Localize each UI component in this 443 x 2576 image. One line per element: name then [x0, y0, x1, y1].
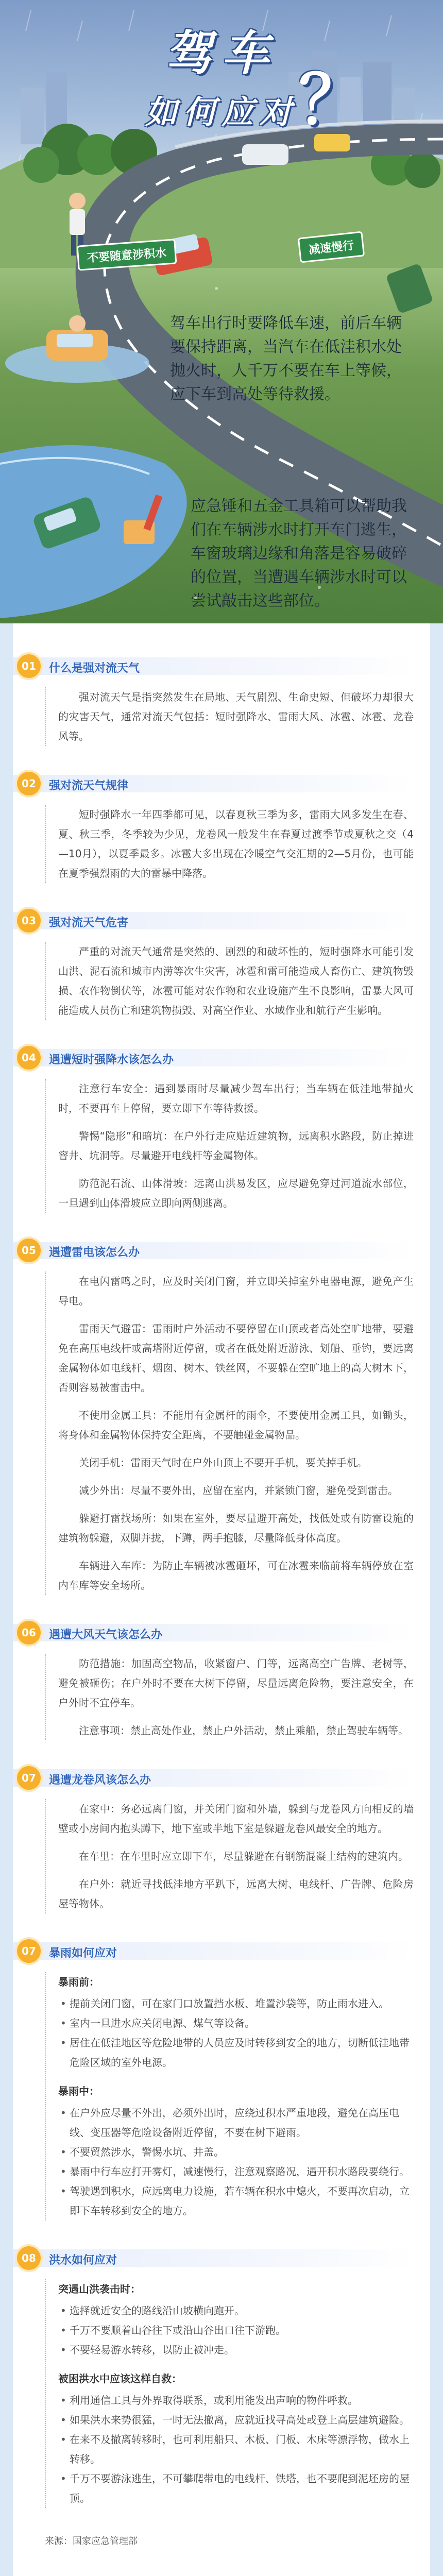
section-body: [45, 1799, 414, 1913]
section-paragraph: 在户外：就近寻找低洼地方平趴下，远离大树、电线杆、广告牌、危险房屋等物体。: [58, 1878, 414, 1910]
section: [13, 909, 430, 1020]
section-header: [13, 1621, 415, 1645]
section-header: [13, 1766, 415, 1790]
section-paragraph: 车辆进入车库：为防止车辆被冰雹砸坏，可在冰雹来临前将车辆停放在室内车库等安全场所。: [58, 1560, 414, 1591]
section-paragraph: 减少外出：尽量不要外出，应留在室内，并紧锁门窗，避免受到雷击。: [79, 1484, 398, 1497]
section-paragraph: 不使用金属工具：不能用有金属杆的雨伞，不要使用金属工具，如锄头，将身体和金属物体保持安全距离，不要触碰金属物品。: [58, 1409, 414, 1441]
hero-title: [0, 15, 443, 139]
section-paragraph: 注意事项：禁止高处作业，禁止户外活动，禁止乘船，禁止驾驶车辆等。: [79, 1724, 408, 1737]
list-item: • 居住在低洼地区等危险地带的人员应及时转移到安全的地方，切断低洼地带危险区域的室外电源。: [58, 2033, 414, 2072]
list-item: • 在来不及撤离转移时，也可利用船只、木板、门板、木床等漂浮物，做水上转移。: [58, 2430, 414, 2469]
section-paragraph: 警惕“隐形”和暗坑：在户外行走应贴近建筑物，远离积水路段，防止掉进窨井、坑洞等。尽量避开电线杆等金属物体。: [58, 1130, 414, 1162]
section-title: 洪水如何应对: [49, 2254, 117, 2267]
section-title: 遇遭短时强降水该怎么办: [49, 1054, 174, 1066]
bullet-list: [58, 2391, 414, 2508]
bullet-list: [58, 1994, 414, 2072]
article-content: [13, 623, 430, 2568]
section-paragraph: 短时强降水一年四季都可见，以春夏秋三季为多，雷雨大风多发生在春、夏、秋三季，冬季较为少见，龙卷风一般发生在春夏过渡季节或夏秋之交（4—10月），以夏季最多。冰雹大多出现在冷暖空气交汇期的2—5月份，也可能在夏季强烈雨的大的雷暴中降落。: [58, 808, 414, 879]
bullet-list: [58, 2103, 414, 2221]
subsection-heading: 突遇山洪袭击时：: [58, 2283, 141, 2295]
section-paragraph: 强对流天气是指突然发生在局地、天气剧烈、生命史短、但破坏力却很大的灾害天气，通常对流天气包括：短时强降水、雷雨大风、冰雹、冰雹、龙卷风等。: [58, 691, 414, 742]
section-paragraph: 注意行车安全：遇到暴雨时尽量减少驾车出行；当车辆在低洼地带抛火时，不要再车上停留，要立即下车等待救援。: [58, 1082, 414, 1114]
section-paragraph: 防范措施：加固高空物品，收紧窗户、门等，远离高空广告牌、老树等，避免被砸伤；在户外时不要在大树下停留，尽量远离危险物，要注意安全，在户外时不宜停车。: [58, 1657, 414, 1709]
section: [13, 654, 430, 746]
section-paragraph: 严重的对流天气通常是突然的、剧烈的和破坏性的，短时强降水可能引发山洪、泥石流和城市内涝等次生灾害，冰雹和雷可能造成人畜伤亡、建筑物毁损、农作物倒伏等，冰雹可能对农作物和农业设施产生不良影响，雷暴大风可能造成人员伤亡和建筑物损毁、对高空作业、水域作业和航行产生影响。: [58, 945, 414, 1016]
section-body: [45, 942, 414, 1020]
section-body: [45, 1654, 414, 1740]
section-title: 遇遭雷电该怎么办: [49, 1246, 140, 1259]
hero-title-main: 驾车: [164, 26, 278, 81]
section: [13, 1621, 430, 1740]
list-item: • 驾驶遇到积水，应远离电力设施，若车辆在积水中熄火，不要再次启动，立即下车转移到安全的地方。: [58, 2181, 414, 2221]
section-header: [13, 2246, 415, 2270]
section-header: [13, 1239, 415, 1262]
list-item: • 在户外应尽量不外出，必须外出时，应绕过积水严重地段，避免在高压电线、变压器等危险设备附近停留，不要在树下避雨。: [58, 2103, 414, 2142]
section-header: [13, 654, 415, 678]
section-body: [45, 805, 414, 883]
section-paragraph: 防范泥石流、山体滑坡：远离山洪易发区，应尽避免穿过河道流水部位，一旦遇到山体滑坡应立即向两侧逃离。: [58, 1177, 414, 1209]
question-mark: ？: [298, 61, 366, 139]
source-credit: 来源：国家应急管理部: [45, 2536, 138, 2547]
list-item: • 如果洪水来势很猛，一时无法撤离，应就近找寻高处或登上高层建筑避险。: [58, 2410, 414, 2430]
hero-banner: [0, 0, 443, 623]
road-sign-no-wading: 不要随意涉积水: [77, 239, 177, 270]
section-paragraph: 关闭手机：雷雨天气时在户外山顶上不要开手机，要关掉手机。: [79, 1456, 367, 1469]
section-number-badge: 05: [17, 1239, 41, 1262]
subsection-heading: 被困洪水中应该这样自救：: [58, 2372, 182, 2385]
section-title: 什么是强对流天气: [49, 662, 140, 675]
section-body: [45, 687, 414, 746]
section-body: [45, 1972, 414, 2221]
section-paragraph: 在家中：务必远离门窗，并关闭门窗和外墙，躲到与龙卷风方向相反的墙壁或小房间内抱头蹲下，地下室或半地下室是躲避龙卷风最安全的地方。: [58, 1803, 414, 1835]
subsection-heading: 暴雨中：: [58, 2085, 99, 2097]
list-item: • 提前关闭门窗，可在家门口放置挡水板、堆置沙袋等，防止雨水进入。: [58, 1994, 414, 2013]
section: [13, 2246, 430, 2508]
section-number-badge: 02: [17, 772, 41, 795]
section: [13, 1939, 430, 2221]
section-body: [45, 1079, 414, 1213]
section: [13, 1239, 430, 1595]
section-title: 遇遭龙卷风该怎么办: [49, 1774, 151, 1787]
section-header: [13, 909, 415, 933]
list-item: • 千万不要顺着山谷往下或沿山谷出口往下游跑。: [58, 2320, 414, 2340]
end-marker: [13, 2568, 430, 2576]
section-paragraph: 在车里：在车里时应立即下车，尽量躲避在有钢筋混凝土结构的建筑内。: [79, 1850, 408, 1862]
section-body: [45, 1272, 414, 1595]
section-body: [45, 2279, 414, 2508]
section: [13, 772, 430, 883]
section: [13, 1766, 430, 1913]
hero-title-sub: 如何应对: [145, 93, 298, 131]
list-item: • 千万不要游泳逃生，不可攀爬带电的电线杆、铁塔，也不要爬到泥坯房的屋顶。: [58, 2469, 414, 2508]
list-item: • 不要贸然涉水，警惕水坑、井盖。: [58, 2142, 414, 2162]
section-paragraph: 雷雨天气避雷：雷雨时户外活动不要停留在山顶或者高处空旷地带，要避免在高压电线杆或高塔附近停留，或者在低处附近游泳、划船、垂钓，要远离金属物体如电线杆、烟囱、树木、铁丝网，不要躲在空旷地上的高大树木下，否则容易被雷击中。: [58, 1323, 414, 1394]
list-item: • 室内一旦进水应关闭电源、煤气等设备。: [58, 2013, 414, 2033]
section-number-badge: 06: [17, 1621, 41, 1645]
section-paragraph: 躲避打雷找场所：如果在室外，要尽量避开高处，找低处或有防雷设施的建筑物躲避，双脚并拢，下蹲，两手抱膝，尽量降低身体高度。: [58, 1512, 414, 1544]
section-header: [13, 772, 415, 795]
list-item: • 不要轻易游水转移，以防止被冲走。: [58, 2340, 414, 2360]
bullet-list: [58, 2301, 414, 2360]
list-item: • 暴雨中行车应打开雾灯，减速慢行，注意观察路况，遇开积水路段要绕行。: [58, 2162, 414, 2181]
hero-paragraph-2: 应急锤和五金工具箱可以帮助我们在车辆涉水时打开车门逃生，车窗玻璃边缘和角落是容易破碎的位置，当遭遇车辆涉水时可以尝试敲击这些部位。: [191, 497, 407, 610]
section-title: 强对流天气危害: [49, 917, 129, 929]
list-item: • 选择就近安全的路线沿山坡横向跑开。: [58, 2301, 414, 2320]
section-number-badge: 04: [17, 1046, 41, 1070]
hero-paragraph-1: 驾车出行时要降低车速，前后车辆要保持距离，当汽车在低洼积水处抛火时，人千万不要在车上等候，应下车到高处等待救援。: [170, 314, 402, 403]
section-title: 暴雨如何应对: [49, 1947, 117, 1960]
section-number-badge: 07: [17, 1766, 41, 1790]
section-title: 遇遭大风天气该怎么办: [49, 1629, 163, 1641]
section-header: [13, 1046, 415, 1070]
road-sign-slow-down: 减速慢行: [298, 231, 365, 263]
section-number-badge: 08: [17, 2246, 41, 2270]
section: [13, 1046, 430, 1213]
section-paragraph: 在电闪雷鸣之时，应及时关闭门窗，并立即关掉室外电器电源，避免产生导电。: [58, 1275, 414, 1307]
list-item: • 利用通信工具与外界取得联系，或利用能发出声响的物件呼救。: [58, 2391, 414, 2410]
section-number-badge: 07: [17, 1939, 41, 1963]
section-title: 强对流天气规律: [49, 779, 129, 792]
subsection-heading: 暴雨前：: [58, 1976, 99, 1988]
section-number-badge: 01: [17, 654, 41, 678]
section-header: [13, 1939, 415, 1963]
section-number-badge: 03: [17, 909, 41, 933]
